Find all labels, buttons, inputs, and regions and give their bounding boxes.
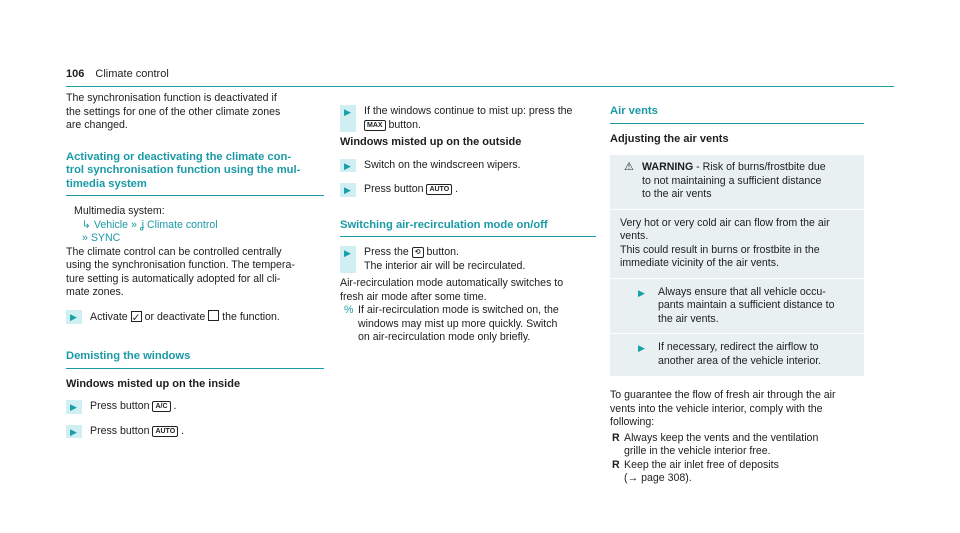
double-chevron-icon: » xyxy=(82,232,88,244)
return-arrow-icon: ↳ xyxy=(82,218,91,231)
heading-demisting: Demisting the windows xyxy=(66,350,324,369)
heading-recirculation: Switching air-recirculation mode on/off xyxy=(340,219,596,238)
sub-adjusting: Adjusting the air vents xyxy=(610,132,729,145)
arrow-icon: ▶ xyxy=(70,311,77,322)
bullet-icon: R xyxy=(612,431,620,444)
heading-sync: Activating or deactivating the climate con- trol synchronisation function using the mul- timedia system xyxy=(66,151,324,197)
column-2 xyxy=(340,92,596,345)
max-defrost-icon: MAX xyxy=(364,120,386,131)
vents-body: To guarantee the flow of fresh air through the air vents into the vehicle interior, comply with the following: xyxy=(610,389,836,428)
arrow-icon: ▶ xyxy=(70,402,77,412)
page-header xyxy=(66,68,169,80)
path-climate: Climate control xyxy=(147,218,218,231)
activate-step: ▶ Activate ✓ or deactivate the function. xyxy=(66,310,324,325)
arrow-icon: ▶ xyxy=(638,343,645,353)
column-1 xyxy=(66,92,324,438)
intro-text: The synchronisation function is deactivated if the settings for one of the other climate zones are changed. xyxy=(66,92,281,131)
section-title: Climate control xyxy=(95,68,169,80)
double-chevron-icon: » xyxy=(130,218,137,231)
page-number: 106 xyxy=(66,68,85,80)
arrow-icon: ▶ xyxy=(344,248,351,258)
sub-inside: Windows misted up on the inside xyxy=(66,377,241,390)
arrow-icon: ▶ xyxy=(638,287,645,298)
warning-step-2: ▶ If necessary, redirect the airflow to another area of the vehicle interior. xyxy=(638,341,822,367)
wipers-step: ▶ Switch on the windscreen wipers. xyxy=(340,159,596,173)
warning-title: WARNING xyxy=(642,161,694,173)
header-rule xyxy=(66,86,894,87)
arrow-icon: ▶ xyxy=(70,426,77,437)
sync-body: The climate control can be controlled centrally using the synchronisation function. The tempera- ture setting is automatically adopted for all cli- mate zones. xyxy=(66,245,295,298)
checkbox-checked-icon: ✓ xyxy=(131,311,141,324)
column-3 xyxy=(610,92,864,486)
auto-button-icon: AUTO xyxy=(152,426,178,437)
bullet-icon: R xyxy=(612,458,620,471)
list-item: R Always keep the vents and the ventilation grille in the vehicle interior free. xyxy=(612,431,819,457)
menu-path: Multimedia system: ↳ Vehicle » ʝ Climate control » SYNC xyxy=(74,205,218,244)
list-item: R Keep the air inlet free of deposits (→ page 308). xyxy=(612,458,779,484)
warning-icon: ⚠ xyxy=(624,161,634,173)
arrow-icon: ▶ xyxy=(344,107,351,117)
recirculation-body: Air-recirculation mode automatically switches to fresh air mode after some time. xyxy=(340,277,564,303)
page-reference-link[interactable]: (→ page 308). xyxy=(624,472,692,484)
recirculation-icon: ⟲ xyxy=(412,247,424,258)
info-icon: % xyxy=(344,304,354,316)
auto-button-icon: AUTO xyxy=(426,184,452,195)
warning-box: ⚠ WARNING - Risk of burns/frostbite due to not maintaining a sufficient distance to the air vents Very hot or very cold air can flow from the air vents. This could result in burns or frostbite in the immediate vicinity of the air vents. ▶ Always ensure that all vehicle occu- pants maintain a sufficient distance to the air vents. ▶ If necessary, redirect the airflow to another area of the vehicle interior. xyxy=(610,155,864,376)
press-auto-step: ▶ Press button AUTO . xyxy=(66,425,324,439)
recirculation-step: ▶ Press the ⟲ button. The interior air will be recirculated. xyxy=(340,246,596,273)
recirculation-note: % If air-recirculation mode is switched on, the windows may mist up more quickly. Switch on air-recirculation mode only briefly. xyxy=(344,304,559,343)
ac-button-icon: A/C xyxy=(152,401,170,412)
sub-outside: Windows misted up on the outside xyxy=(340,136,522,148)
press-ac-step: ▶ Press button A/C . xyxy=(66,400,324,414)
heading-air-vents: Air vents xyxy=(610,105,864,124)
seat-icon: ʝ xyxy=(139,218,145,231)
checkbox-empty-icon xyxy=(208,310,219,321)
arrow-icon: ▶ xyxy=(344,160,351,171)
warning-body: Very hot or very cold air can flow from the air vents. This could result in burns or frostbite in the immediate vicinity of the air vents. xyxy=(620,216,830,269)
path-sync: SYNC xyxy=(90,232,121,244)
press-auto-step-2: ▶ Press button AUTO . xyxy=(340,183,596,197)
path-vehicle: Vehicle xyxy=(93,218,129,231)
warning-step-1: ▶ Always ensure that all vehicle occu- pants maintain a sufficient distance to the air vents. xyxy=(638,285,835,325)
arrow-icon: ▶ xyxy=(344,185,351,195)
max-step: ▶ If the windows continue to mist up: press the MAX button. xyxy=(340,105,596,132)
